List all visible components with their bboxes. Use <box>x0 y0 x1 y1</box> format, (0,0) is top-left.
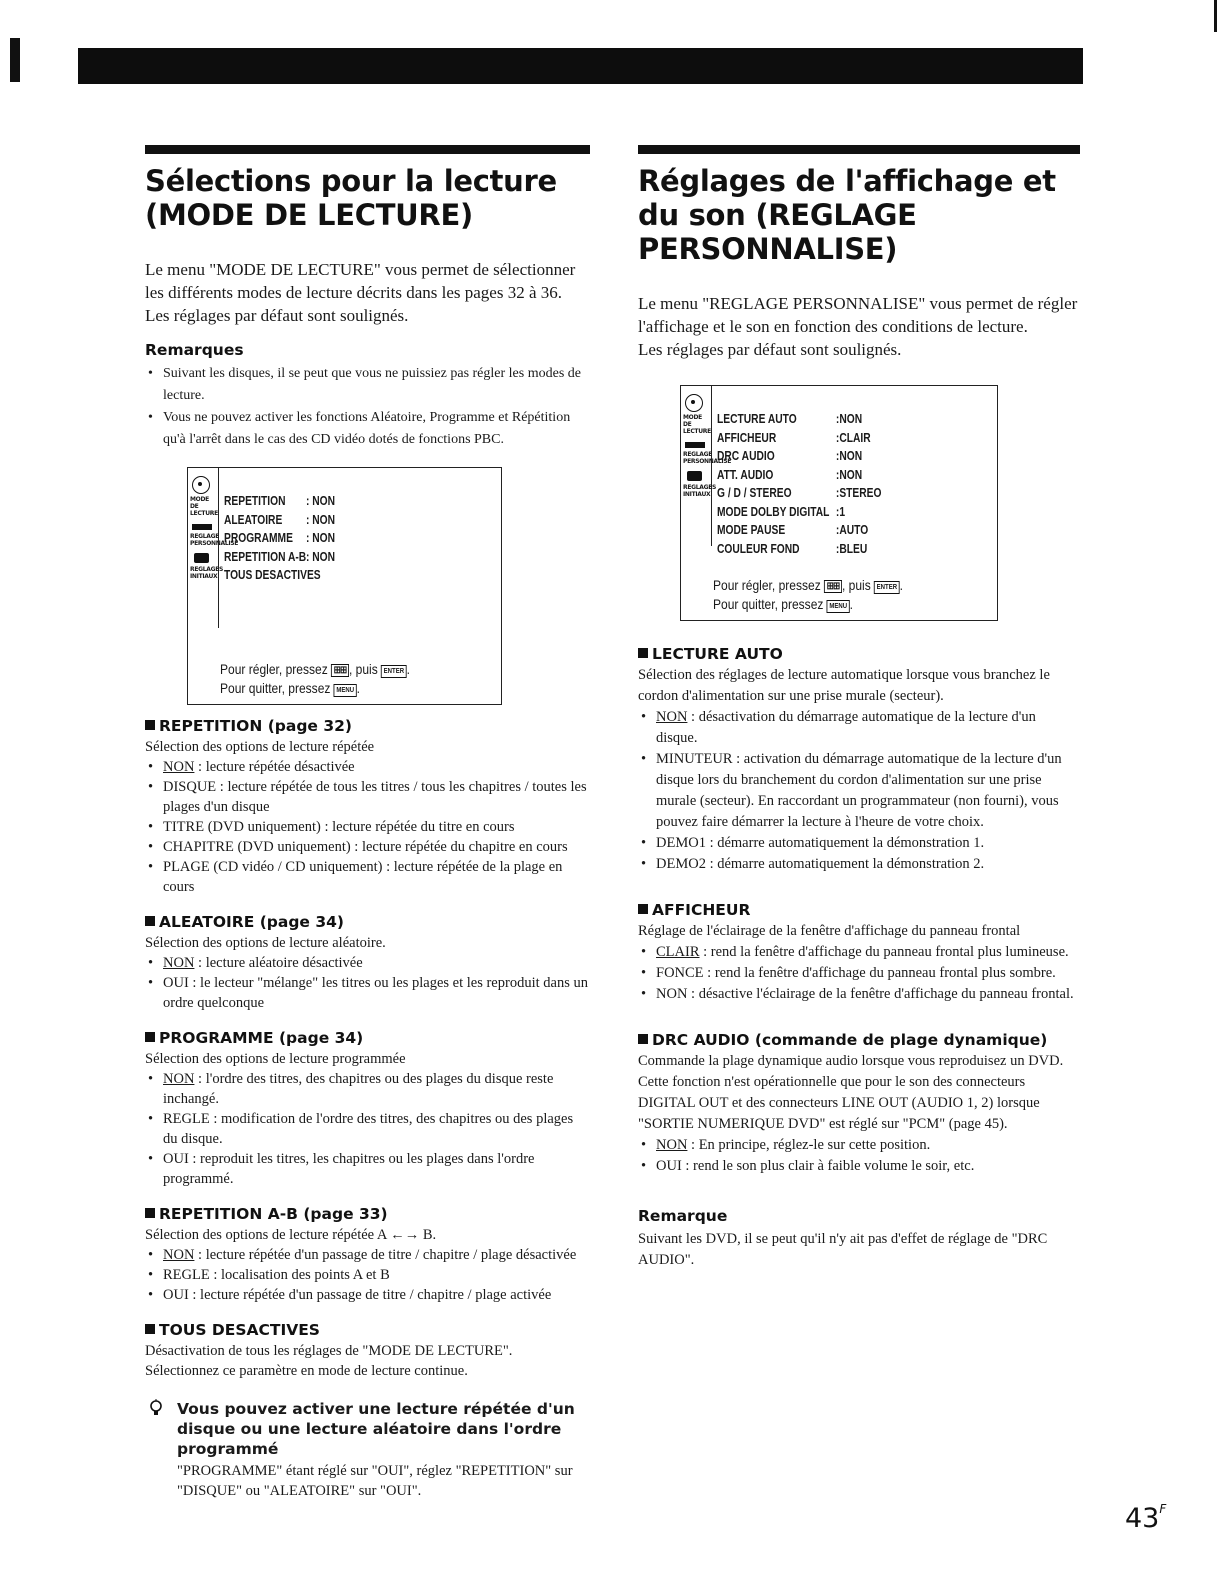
option-item: • NON : lecture répétée désactivée <box>145 757 590 777</box>
note-item: • Suivant les disques, il se peut que vous ne puissiez pas régler les modes de lecture. <box>145 363 590 407</box>
option-item: • NON : l'ordre des titres, des chapitres ou des plages du disque reste inchangé. <box>145 1069 590 1109</box>
square-bullet-icon <box>145 916 155 926</box>
menu-row-value: :BLEU <box>835 541 868 556</box>
menu-row-value: : NON <box>306 512 336 527</box>
section-title: LECTURE AUTO <box>638 645 1080 663</box>
menu-row-value: : NON <box>306 494 336 508</box>
option-item: • DEMO2 : démarre automatiquement la démonstration 2. <box>638 854 1080 875</box>
square-bullet-icon <box>145 1032 155 1042</box>
option-item: • DEMO1 : démarre automatiquement la démonstration 1. <box>638 833 1080 854</box>
menu-row-value: :1 <box>835 504 846 519</box>
menu-row-label: MODE PAUSE <box>717 523 786 537</box>
remark-text: Suivant les DVD, il se peut qu'il n'y ait pas d'effet de réglage de "DRC AUDIO". <box>638 1231 1048 1268</box>
section-desc: Sélection des options de lecture répétée A ←→ B. <box>145 1227 437 1243</box>
section-title: PROGRAMME (page 34) <box>145 1029 590 1047</box>
section-desc: Sélection des options de lecture programmée <box>145 1051 406 1067</box>
menu-row-value: :NON <box>835 467 863 482</box>
square-bullet-icon <box>638 648 648 658</box>
enter-key-icon: ENTER <box>874 581 900 594</box>
menu-row <box>717 540 881 559</box>
instruction-text: Pour quitter, pressez <box>713 596 827 612</box>
instruction-text: , puis <box>841 577 875 593</box>
option-item: • NON : En principe, réglez-le sur cette position. <box>638 1135 1080 1156</box>
page-title-right: Réglages de l'affichage et du son (REGLAGE PERSONNALISE) <box>638 164 1056 266</box>
notes-list <box>145 363 590 451</box>
menu-row <box>717 410 881 429</box>
option-list <box>145 1069 590 1189</box>
menu-icon-label: REGLAGES INITIAUX <box>683 484 717 498</box>
arrow-keys-icon: ⊞⊞ <box>331 664 349 677</box>
notes-title: Remarques <box>145 341 244 359</box>
hint-bulb-icon <box>149 1399 163 1417</box>
square-bullet-icon <box>638 904 648 914</box>
menu-row-label: MODE DOLBY DIGITAL <box>717 504 830 519</box>
option-item: • NON : désactive l'éclairage de la fenêtre d'affichage du panneau frontal. <box>638 984 1080 1005</box>
option-item: • FONCE : rend la fenêtre d'affichage du panneau frontal plus sombre. <box>638 963 1080 984</box>
square-bullet-icon <box>145 1208 155 1218</box>
option-list <box>638 707 1080 875</box>
menu-row-value: :STEREO <box>835 486 882 500</box>
menu-row-label: DRC AUDIO <box>717 449 775 463</box>
menu-row-value: : NON <box>306 549 336 564</box>
menu-row-label: TOUS DESACTIVES <box>224 568 321 582</box>
right-column <box>638 145 1080 1271</box>
menu-row-label: ATT. AUDIO <box>717 467 774 482</box>
section-title: TOUS DESACTIVES <box>145 1321 590 1339</box>
option-list <box>638 1135 1080 1177</box>
option-item: • OUI : rend le son plus clair à faible volume le soir, etc. <box>638 1156 1080 1177</box>
menu-row <box>224 548 335 567</box>
menu-row <box>717 503 881 522</box>
option-item: • DISQUE : lecture répétée de tous les titres / tous les chapitres / toutes les plages d'un disque <box>145 777 590 817</box>
menu-row <box>224 492 335 511</box>
menu-instructions <box>220 660 410 698</box>
custom-setup-menu-screen <box>680 385 998 621</box>
menu-row-value: :NON <box>835 449 863 463</box>
section-title: REPETITION (page 32) <box>145 717 590 735</box>
intro-text: Le menu "MODE DE LECTURE" vous permet de sélectionner les différents modes de lecture décrits dans les pages 32 à 36. <box>145 260 576 302</box>
option-item: • CHAPITRE (DVD uniquement) : lecture répétée du chapitre en cours <box>145 837 590 857</box>
menu-row-label: PROGRAMME <box>224 531 293 545</box>
toolbox-icon <box>687 471 702 481</box>
section-desc: Réglage de l'éclairage de la fenêtre d'affichage du panneau frontal <box>638 923 1021 939</box>
disc-icon <box>685 394 703 412</box>
section-title: REPETITION A-B (page 33) <box>145 1205 590 1223</box>
page-title-left: Sélections pour la lecture (MODE DE LECTURE) <box>145 164 557 232</box>
option-item: • NON : désactivation du démarrage automatique de la lecture d'un disque. <box>638 707 1080 749</box>
option-item: • REGLE : localisation des points A et B <box>145 1265 590 1285</box>
menu-icon-label: REGLAGES INITIAUX <box>190 566 224 580</box>
option-item: • NON : lecture aléatoire désactivée <box>145 953 590 973</box>
menu-row <box>717 466 881 485</box>
option-item: • MINUTEUR : activation du démarrage automatique de la lecture d'un disque lors du branchement du cordon d'alimentation sur une prise murale (secteur). En raccordant un programmateur (non fourni), vous pouvez faire démarrer la lecture à l'heure de votre choix. <box>638 749 1080 833</box>
section-title: AFFICHEUR <box>638 901 1080 919</box>
defaults-note: Les réglages par défaut sont soulignés. <box>145 306 409 325</box>
menu-row-label: LECTURE AUTO <box>717 412 797 426</box>
menu-row-label: REPETITION A-B <box>224 549 307 564</box>
defaults-note: Les réglages par défaut sont soulignés. <box>638 340 902 359</box>
menu-icon-column <box>681 386 732 546</box>
menu-row <box>717 521 881 540</box>
settings-pad-icon <box>192 524 212 530</box>
option-item: • PLAGE (CD vidéo / CD uniquement) : lecture répétée de la plage en cours <box>145 857 590 897</box>
option-list <box>638 942 1080 1005</box>
note-item: • Vous ne pouvez activer les fonctions Aléatoire, Programme et Répétition qu'à l'arrêt dans le cas des CD vidéo dotés de fonctions PBC. <box>145 407 590 451</box>
play-mode-menu-screen <box>187 467 502 705</box>
menu-icon-label: MODE DE LECTURE <box>683 414 711 435</box>
option-item: • CLAIR : rend la fenêtre d'affichage du panneau frontal plus lumineuse. <box>638 942 1080 963</box>
corner-mark <box>1214 0 1217 32</box>
option-list <box>145 953 590 1013</box>
disc-icon <box>192 476 210 494</box>
menu-key-icon: MENU <box>827 600 850 613</box>
menu-icon-label: REGLAGE PERSONNALISE <box>190 533 239 547</box>
menu-rows <box>224 492 335 585</box>
settings-pad-icon <box>685 442 705 448</box>
arrow-keys-icon: ⊞⊞ <box>824 580 842 593</box>
option-item: • NON : lecture répétée d'un passage de titre / chapitre / plage désactivée <box>145 1245 590 1265</box>
menu-row <box>717 429 881 448</box>
title-rule <box>145 145 590 154</box>
instruction-text: Pour régler, pressez <box>220 661 332 677</box>
section-desc: Commande la plage dynamique audio lorsque vous reproduisez un DVD. <box>638 1053 1064 1069</box>
square-bullet-icon <box>638 1034 648 1044</box>
menu-row <box>224 566 335 585</box>
option-item: • TITRE (DVD uniquement) : lecture répétée du titre en cours <box>145 817 590 837</box>
remark-title: Remarque <box>638 1207 728 1225</box>
menu-icon-column <box>188 468 239 628</box>
instruction-text: . <box>406 661 410 677</box>
menu-rows <box>717 410 881 558</box>
section-desc: Sélection des options de lecture aléatoire. <box>145 935 386 951</box>
menu-row-label: COULEUR FOND <box>717 541 800 556</box>
menu-row-value: :NON <box>835 412 863 426</box>
enter-key-icon: ENTER <box>381 665 407 678</box>
menu-row-label: REPETITION <box>224 494 286 508</box>
toolbox-icon <box>194 553 209 563</box>
option-item: • OUI : lecture répétée d'un passage de titre / chapitre / plage activée <box>145 1285 590 1305</box>
option-list <box>145 1245 590 1305</box>
instruction-text: Pour quitter, pressez <box>220 680 334 696</box>
menu-icon-label: REGLAGE PERSONNALISE <box>683 451 732 465</box>
option-list <box>145 757 590 897</box>
menu-instructions <box>713 576 903 614</box>
menu-row-value: :CLAIR <box>835 430 871 445</box>
menu-row-label: ALEATOIRE <box>224 512 283 527</box>
section-desc: Sélection des réglages de lecture automatique lorsque vous branchez le cordon d'alimentation sur une prise murale (secteur). <box>638 667 1050 704</box>
instruction-text: . <box>899 577 903 593</box>
left-column <box>145 145 590 1501</box>
menu-row-value: :AUTO <box>835 523 869 537</box>
tip-body: "PROGRAMME" étant réglé sur "OUI", réglez "REPETITION" sur "DISQUE" ou "ALEATOIRE" sur "OUI". <box>177 1463 573 1499</box>
menu-row <box>224 529 335 548</box>
option-item: • OUI : reproduit les titres, les chapitres ou les plages dans l'ordre programmé. <box>145 1149 590 1189</box>
menu-row <box>717 447 881 466</box>
tip-title: Vous pouvez activer une lecture répétée d'un disque ou une lecture aléatoire dans l'ordre programmé <box>145 1399 590 1459</box>
header-bar <box>78 48 1083 84</box>
square-bullet-icon <box>145 1324 155 1334</box>
section-desc: Désactivation de tous les réglages de "MODE DE LECTURE". Sélectionnez ce paramètre en mode de lecture continue. <box>145 1343 513 1379</box>
instruction-text: . <box>849 596 854 612</box>
section-title: ALEATOIRE (page 34) <box>145 913 590 931</box>
section-title: DRC AUDIO (commande de plage dynamique) <box>638 1031 1080 1049</box>
option-item: • REGLE : modification de l'ordre des titres, des chapitres ou des plages du disque. <box>145 1109 590 1149</box>
section-desc: Sélection des options de lecture répétée <box>145 739 375 755</box>
menu-icon-label: MODE DE LECTURE <box>190 496 218 517</box>
instruction-text: . <box>356 680 361 696</box>
menu-row-label: AFFICHEUR <box>717 430 777 445</box>
menu-row-label: G / D / STEREO <box>717 486 792 500</box>
menu-row <box>224 511 335 530</box>
menu-row-value: : NON <box>306 531 336 545</box>
page-number: $43^F$ <box>1125 1502 1167 1534</box>
instruction-text: , puis <box>348 661 382 677</box>
menu-key-icon: MENU <box>334 684 357 697</box>
section-desc: Cette fonction n'est opérationnelle que pour le son des connecteurs DIGITAL OUT et des connecteurs LINE OUT (AUDIO 1, 2) lorsque "SORTIE NUMERIQUE DVD" est réglé sur "PCM" (page 45). <box>638 1074 1040 1132</box>
side-mark <box>10 38 20 82</box>
intro-text: Le menu "REGLAGE PERSONNALISE" vous permet de régler l'affichage et le son en fonction des conditions de lecture. <box>638 294 1078 336</box>
title-rule <box>638 145 1080 154</box>
instruction-text: Pour régler, pressez <box>713 577 825 593</box>
option-item: • OUI : le lecteur "mélange" les titres ou les plages et les reproduit dans un ordre quelconque <box>145 973 590 1013</box>
square-bullet-icon <box>145 720 155 730</box>
menu-row <box>717 484 881 503</box>
